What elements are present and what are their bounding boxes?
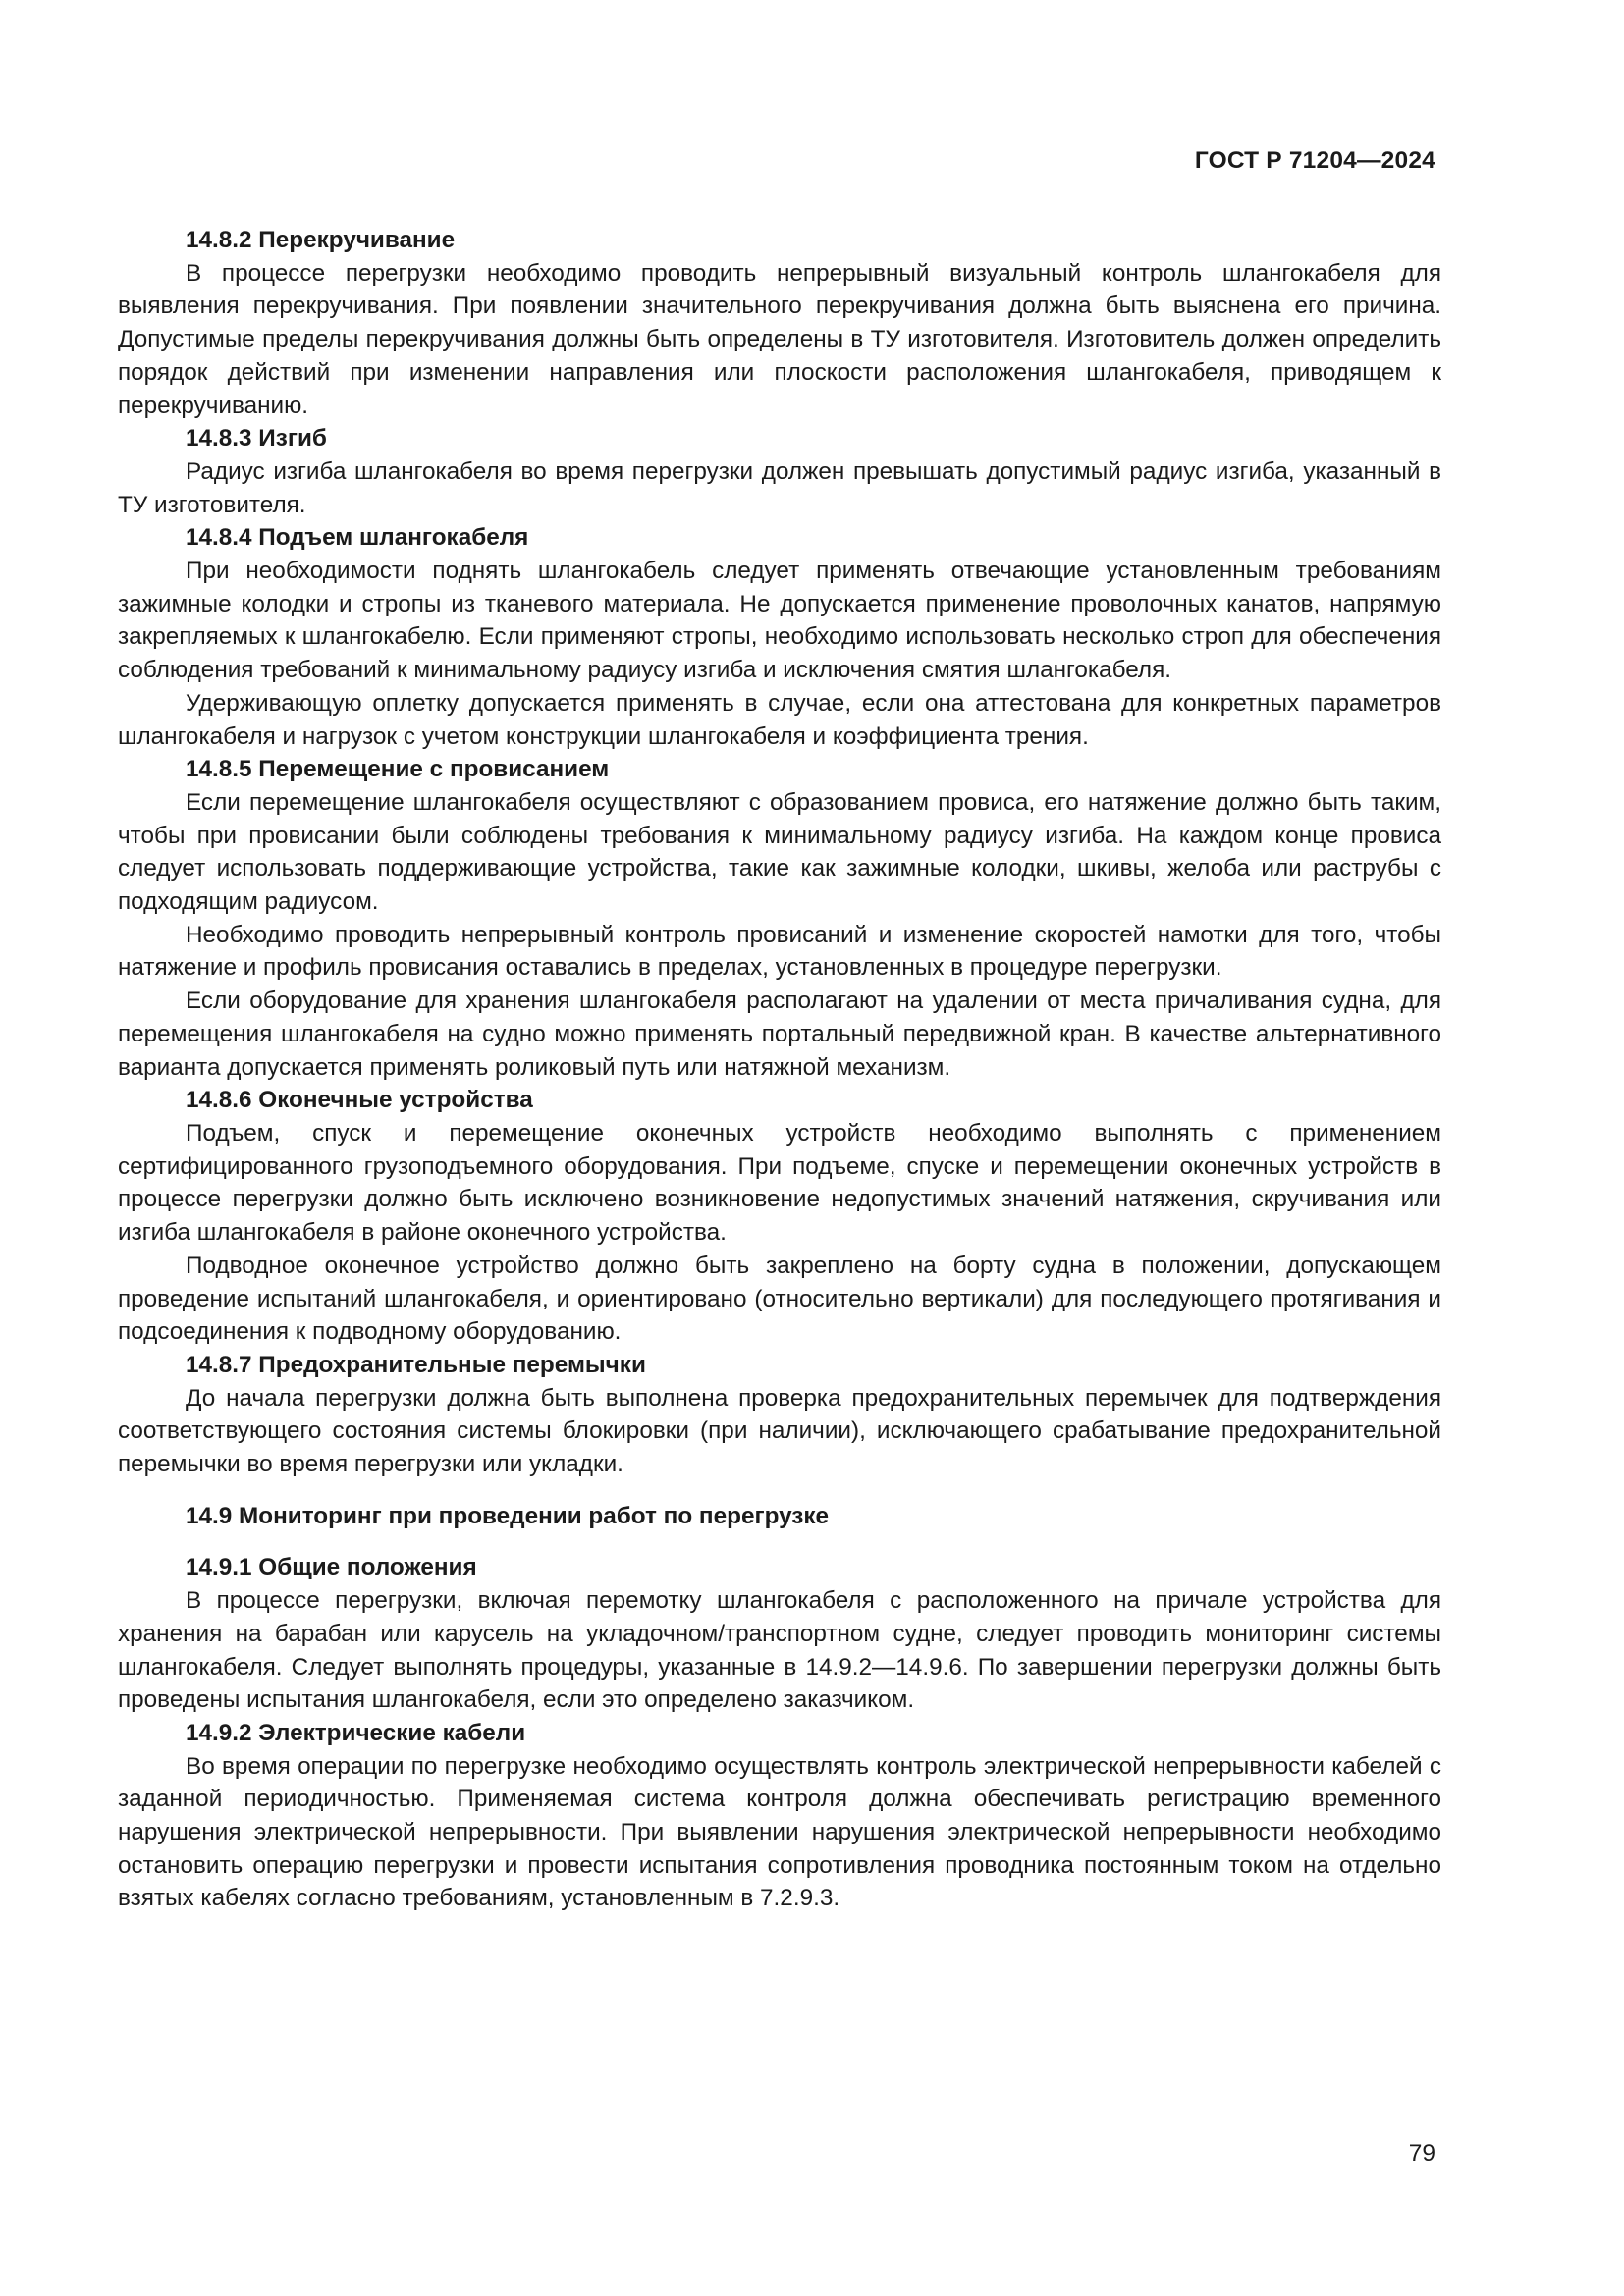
page-number: 79 (1408, 2140, 1435, 2166)
section-heading-14-9-1: 14.9.1 Общие положения (186, 1554, 477, 1581)
section-heading-14-8-2: 14.8.2 Перекручивание (186, 227, 456, 253)
paragraph: До начала перегрузки должна быть выполнена проверка предохранительных перемычек для подтверждения соответствующего состояния системы блокировки (при наличии), исключающего срабатывание предохранительной перемычки во время перегрузки или укладки. (118, 1384, 1441, 1478)
section-heading-14-9: 14.9 Мониторинг при проведении работ по перегрузке (186, 1502, 830, 1529)
paragraph: В процессе перегрузки необходимо проводить непрерывный визуальный контроль шлангокабеля для выявления перекручивания. При появлении значительного перекручивания должна быть выяснена его причина. Допустимые пределы перекручивания должны быть определены в ТУ изготовителя. Изготовитель должен определить порядок действий при изменении направления или плоскости расположения шлангокабеля, приводящем к перекручиванию. (118, 259, 1441, 419)
paragraph: Подводное оконечное устройство должно быть закреплено на борту судна в положении, допускающем проведение испытаний шлангокабеля, и ориентировано (относительно вертикали) для последующего протягивания и подсоединения к подводному оборудованию. (118, 1252, 1441, 1346)
paragraph: Необходимо проводить непрерывный контроль провисаний и изменение скоростей намотки для того, чтобы натяжение и профиль провисания оставались в пределах, установленных в процедуре перегрузки. (118, 921, 1441, 982)
section-heading-14-8-7: 14.8.7 Предохранительные перемычки (186, 1351, 646, 1378)
paragraph: При необходимости поднять шлангокабель следует применять отвечающие установленным требованиям зажимные колодки и стропы из тканевого материала. Не допускается применение проволочных канатов, напрямую закрепляемых к шлангокабелю. Если применяют стропы, необходимо использовать несколько строп для обеспечения соблюдения требований к минимальному радиусу изгиба и исключения смятия шлангокабеля. (118, 558, 1441, 684)
document-body (118, 224, 1441, 1915)
document-code: ГОСТ Р 71204—2024 (1194, 147, 1435, 174)
paragraph: Подъем, спуск и перемещение оконечных устройств необходимо выполнять с применением сертифицированного грузоподъемного оборудования. При подъеме, спуске и перемещении оконечных устройств в процессе перегрузки должно быть исключено возникновение недопустимых значений натяжения, скручивания или изгиба шлангокабеля в районе оконечного устройства. (118, 1119, 1441, 1247)
section-heading-14-9-2: 14.9.2 Электрические кабели (186, 1719, 526, 1746)
paragraph: Если перемещение шлангокабеля осуществляют с образованием провиса, его натяжение должно быть таким, чтобы при провисании были соблюдены требования к минимальному радиусу изгиба. На каждом конце провиса следует использовать поддерживающие устройства, такие как зажимные колодки, шкивы, желоба или раструбы с подходящим радиусом. (118, 788, 1441, 916)
paragraph: Радиус изгиба шлангокабеля во время перегрузки должен превышать допустимый радиус изгиба, указанный в ТУ изготовителя. (118, 457, 1441, 518)
paragraph: Если оборудование для хранения шлангокабеля располагают на удалении от места причаливания судна, для перемещения шлангокабеля на судно можно применять портальный передвижной кран. В качестве альтернативного варианта допускается применять роликовый путь или натяжной механизм. (118, 988, 1441, 1081)
section-heading-14-8-4: 14.8.4 Подъем шлангокабеля (186, 524, 529, 552)
paragraph: Удерживающую оплетку допускается применять в случае, если она аттестована для конкретных параметров шлангокабеля и нагрузок с учетом конструкции шлангокабеля и коэффициента трения. (118, 689, 1441, 750)
section-heading-14-8-3: 14.8.3 Изгиб (186, 425, 327, 453)
paragraph: В процессе перегрузки, включая перемотку шлангокабеля с расположенного на причале устройства для хранения на барабан или карусель на укладочном/транспортном судне, следует проводить мониторинг системы шлангокабеля. Следует выполнять процедуры, указанные в 14.9.2—14.9.6. По завершении перегрузки должны быть проведены испытания шлангокабеля, если это определено заказчиком. (118, 1587, 1441, 1714)
section-heading-14-8-6: 14.8.6 Оконечные устройства (186, 1087, 533, 1114)
section-heading-14-8-5: 14.8.5 Перемещение с провисанием (186, 756, 610, 783)
paragraph: Во время операции по перегрузке необходимо осуществлять контроль электрической непрерывности кабелей с заданной периодичностью. Применяемая система контроля должна обеспечивать регистрацию временного нарушения электрической непрерывности. При выявлении нарушения электрической непрерывности необходимо остановить операцию перегрузки и провести испытания сопротивления проводника постоянным током на отдельно взятых кабелях согласно требованиям, установленным в 7.2.9.3. (118, 1752, 1441, 1912)
